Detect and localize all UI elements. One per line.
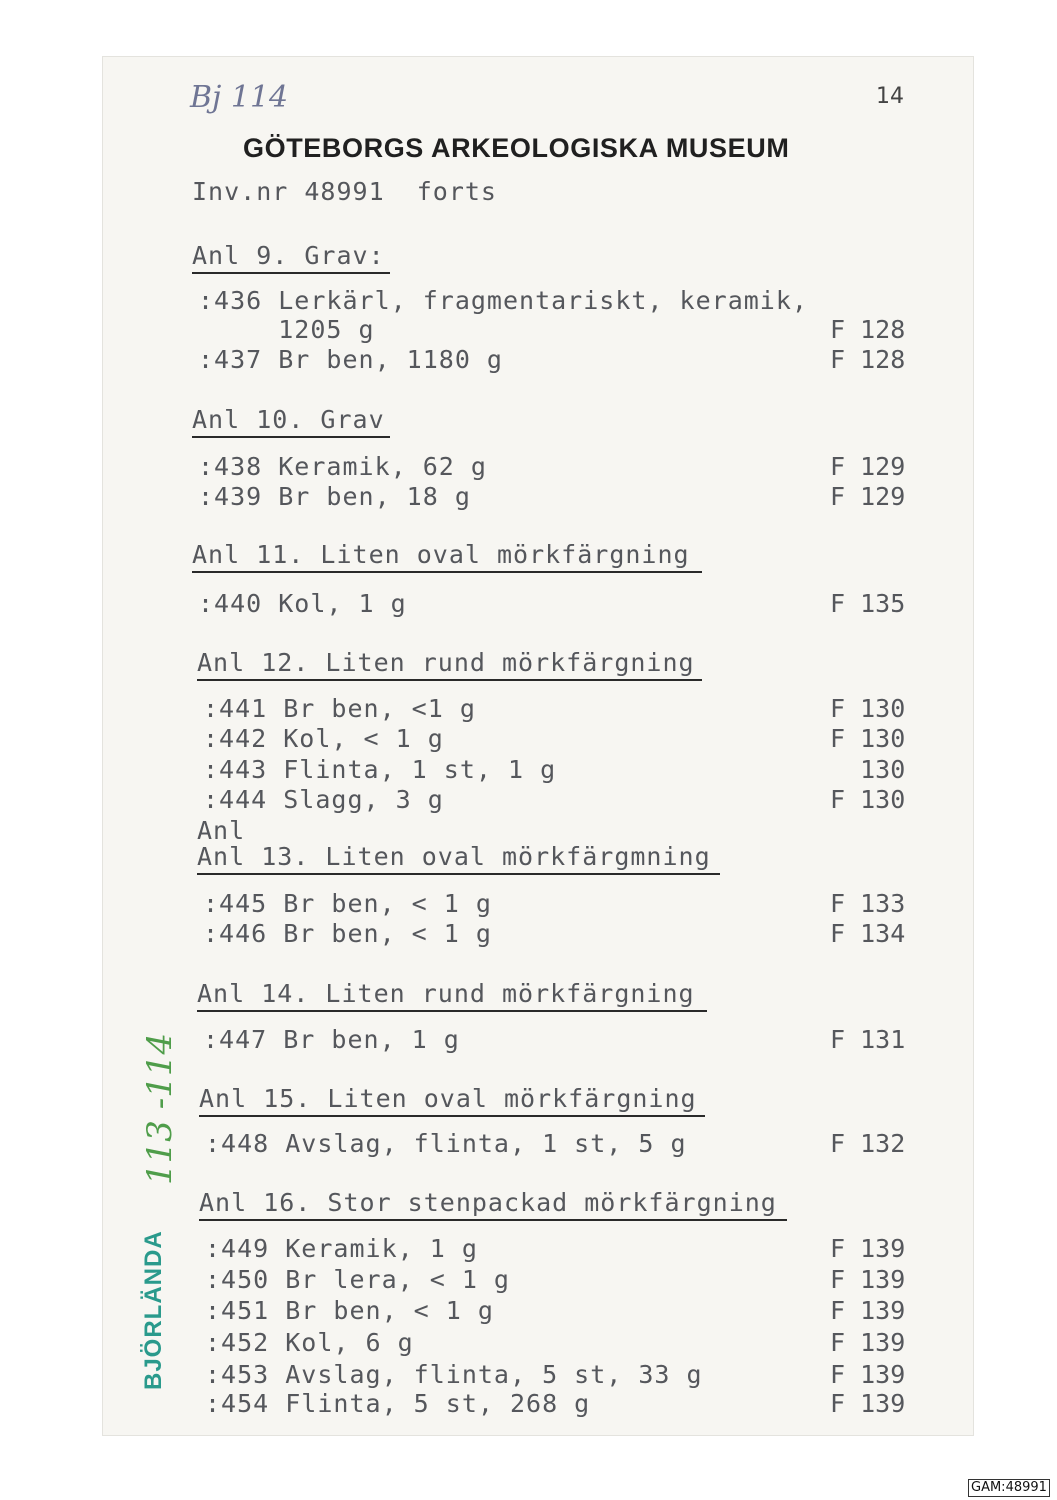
find-reference: F 135 <box>830 589 906 618</box>
find-reference: F 130 <box>830 724 906 753</box>
section-prefix: Anl <box>197 816 246 845</box>
catalog-item: :443 Flinta, 1 st, 1 g <box>203 755 557 784</box>
find-reference: F 128 <box>830 315 906 344</box>
section-heading: Anl 13. Liten oval mörkfärgmning <box>197 842 711 871</box>
inventory-line: Inv.nr 48991 forts <box>192 177 497 206</box>
find-reference: F 134 <box>830 919 906 948</box>
find-reference: F 139 <box>830 1389 906 1418</box>
heading-underline <box>192 272 390 274</box>
heading-underline <box>199 1115 705 1117</box>
catalog-item: :451 Br ben, < 1 g <box>205 1296 494 1325</box>
catalog-item: :438 Keramik, 62 g <box>198 452 487 481</box>
find-reference: F 131 <box>830 1025 906 1054</box>
heading-underline <box>197 1010 707 1012</box>
find-reference: F 139 <box>830 1234 906 1263</box>
catalog-item: :437 Br ben, 1180 g <box>198 345 503 374</box>
catalog-item: :436 Lerkärl, fragmentariskt, keramik, <box>198 286 808 315</box>
handwritten-ref: Bj 114 <box>190 80 289 115</box>
catalog-item: :450 Br lera, < 1 g <box>205 1265 510 1294</box>
catalog-item: :449 Keramik, 1 g <box>205 1234 478 1263</box>
section-heading: Anl 16. Stor stenpackad mörkfärgning <box>199 1188 777 1217</box>
find-reference: F 129 <box>830 482 906 511</box>
find-reference: F 130 <box>830 785 906 814</box>
catalog-item: :452 Kol, 6 g <box>205 1328 414 1357</box>
page-number: 14 <box>876 84 904 109</box>
locality-stamp: BJÖRLÄNDA <box>140 1230 167 1390</box>
catalog-item: :454 Flinta, 5 st, 268 g <box>205 1389 591 1418</box>
find-reference: F 139 <box>830 1296 906 1325</box>
catalog-item: :445 Br ben, < 1 g <box>203 889 492 918</box>
heading-underline <box>199 1219 787 1221</box>
catalog-item: :441 Br ben, <1 g <box>203 694 476 723</box>
catalog-item: :444 Slagg, 3 g <box>203 785 444 814</box>
handwritten-range: 113 -114 <box>140 1032 180 1185</box>
catalog-item: :453 Avslag, flinta, 5 st, 33 g <box>205 1360 703 1389</box>
heading-underline <box>192 571 702 573</box>
catalog-item: :448 Avslag, flinta, 1 st, 5 g <box>205 1129 687 1158</box>
archive-tag: GAM:48991 <box>968 1479 1050 1497</box>
heading-underline <box>197 873 720 875</box>
find-reference: F 132 <box>830 1129 906 1158</box>
find-reference: F 129 <box>830 452 906 481</box>
catalog-item: :446 Br ben, < 1 g <box>203 919 492 948</box>
section-heading: Anl 11. Liten oval mörkfärgning <box>192 540 690 569</box>
section-heading: Anl 14. Liten rund mörkfärgning <box>197 979 695 1008</box>
heading-underline <box>197 679 702 681</box>
find-reference: F 139 <box>830 1360 906 1389</box>
section-heading: Anl 12. Liten rund mörkfärgning <box>197 648 695 677</box>
find-reference: 130 <box>830 755 906 784</box>
find-reference: F 133 <box>830 889 906 918</box>
find-reference: F 139 <box>830 1265 906 1294</box>
find-reference: F 128 <box>830 345 906 374</box>
find-reference: F 139 <box>830 1328 906 1357</box>
museum-header: GÖTEBORGS ARKEOLOGISKA MUSEUM <box>243 133 790 163</box>
heading-underline <box>192 436 390 438</box>
catalog-item: :442 Kol, < 1 g <box>203 724 444 753</box>
catalog-item: 1205 g <box>198 315 375 344</box>
catalog-item: :447 Br ben, 1 g <box>203 1025 460 1054</box>
catalog-item: :440 Kol, 1 g <box>198 589 407 618</box>
section-heading: Anl 10. Grav <box>192 405 385 434</box>
catalog-item: :439 Br ben, 18 g <box>198 482 471 511</box>
section-heading: Anl 15. Liten oval mörkfärgning <box>199 1084 697 1113</box>
find-reference: F 130 <box>830 694 906 723</box>
section-heading: Anl 9. Grav: <box>192 241 385 270</box>
